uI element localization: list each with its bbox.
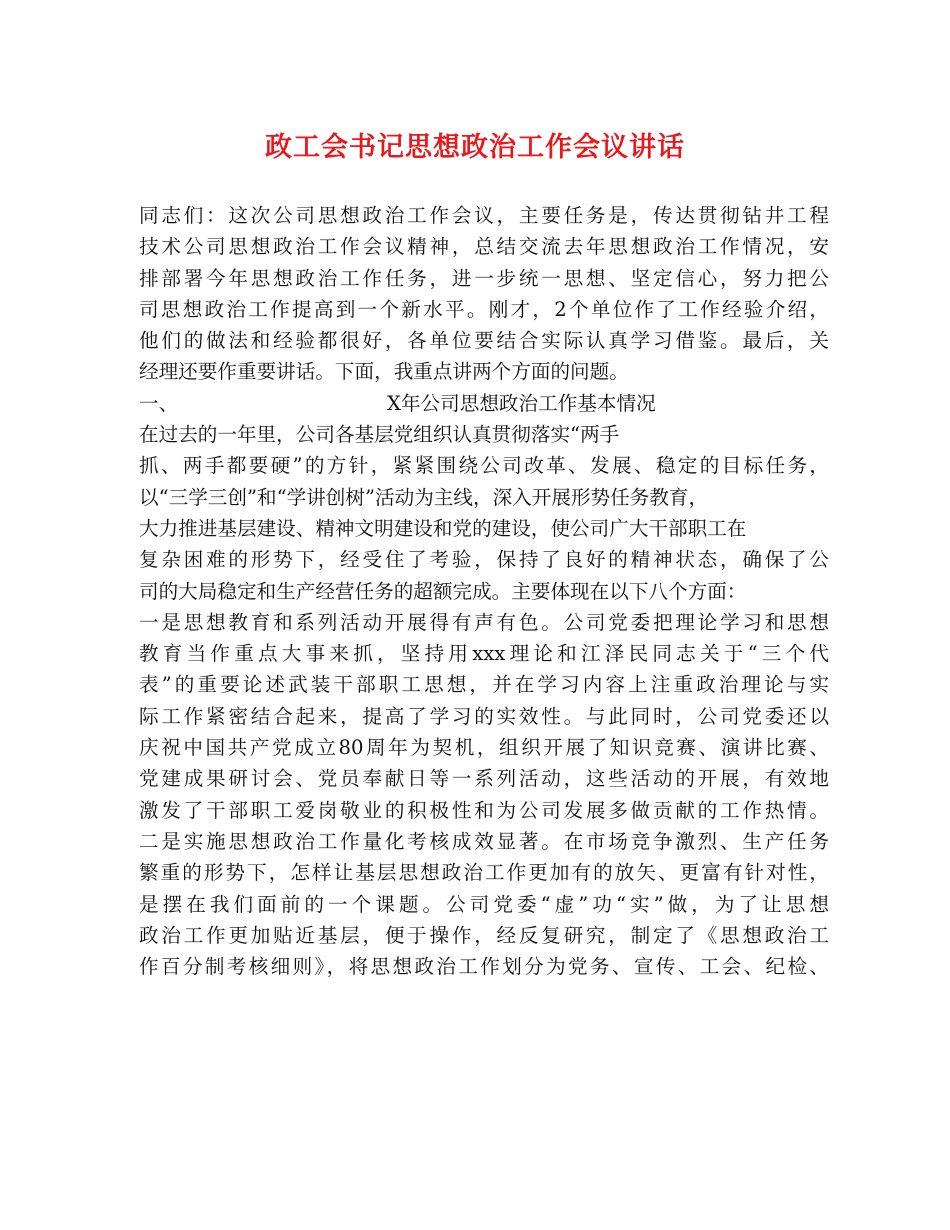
paragraph-line: 一是思想教育和系列活动开展得有声有色。公司党委把理论学习和思想 [139,610,829,634]
paragraph-line: 以“三学三创”和“学讲创树”活动为主线，深入开展形势任务教育， [139,485,709,509]
paragraph-line: 他们的做法和经验都很好，各单位要结合实际认真学习借鉴。最后，关 [139,329,829,353]
paragraph-line: 党建成果研讨会、党员奉献日等一系列活动，这些活动的开展，有效地 [139,767,829,791]
document-title: 政工会书记思想政治工作会议讲话 [265,132,685,163]
section-heading-number: 一、 [139,391,179,415]
paragraph-line: 际工作紧密结合起来，提高了学习的实效性。与此同时，公司党委还以 [139,704,829,728]
section-heading [139,388,829,419]
paragraph-line: 表”的重要论述武装干部职工思想，并在学习内容上注重政治理论与实 [139,673,829,697]
paragraph-line: 经理还要作重要讲话。下面，我重点讲两个方面的问题。 [139,360,629,384]
paragraph-line: 抓、两手都要硬”的方针，紧紧围绕公司改革、发展、稳定的目标任务， [139,454,829,478]
section-heading-text: X年公司思想政治工作基本情况 [387,391,656,415]
paragraph-line: 二是实施思想政治工作量化考核成效显著。在市场竞争激烈、生产任务 [139,829,829,853]
paragraph-line: 作百分制考核细则》，将思想政治工作划分为党务、宣传、工会、纪检、 [139,955,829,979]
paragraph-line: 同志们：这次公司思想政治工作会议，主要任务是，传达贯彻钻井工程 [139,204,829,227]
paragraph-line: 在过去的一年里，公司各基层党组织认真贯彻落实“两手 [139,423,620,447]
paragraph-line: 繁重的形势下，怎样让基层思想政治工作更加有的放矢、更富有针对性， [139,861,829,885]
paragraph-line: 排部署今年思想政治工作任务，进一步统一思想、坚定信心，努力把公 [139,266,829,290]
paragraph-line: 激发了干部职工爱岗敬业的积极性和为公司发展多做贡献的工作热情。 [139,798,829,822]
paragraph-line: 复杂困难的形势下，经受住了考验，保持了良好的精神状态，确保了公 [139,548,829,572]
paragraph-line: 大力推进基层建设、精神文明建设和党的建设，使公司广大干部职工在 [139,516,747,540]
paragraph-line: 庆祝中国共产党成立80周年为契机，组织开展了知识竞赛、演讲比赛、 [139,736,829,760]
paragraph-line: 司思想政治工作提高到一个新水平。刚才，2个单位作了工作经验介绍， [139,297,829,321]
paragraph-line: 技术公司思想政治工作会议精神，总结交流去年思想政治工作情况，安 [139,235,829,259]
paragraph-line: 政治工作更加贴近基层，便于操作，经反复研究，制定了《思想政治工 [139,923,829,947]
paragraph-line: 教育当作重点大事来抓，坚持用xxx理论和江泽民同志关于“三个代 [139,642,829,666]
paragraph-line: 是摆在我们面前的一个课题。公司党委“虚”功“实”做，为了让思想 [139,892,829,916]
document-body [139,200,829,982]
paragraph-line: 司的大局稳定和生产经营任务的超额完成。主要体现在以下八个方面： [139,579,747,603]
